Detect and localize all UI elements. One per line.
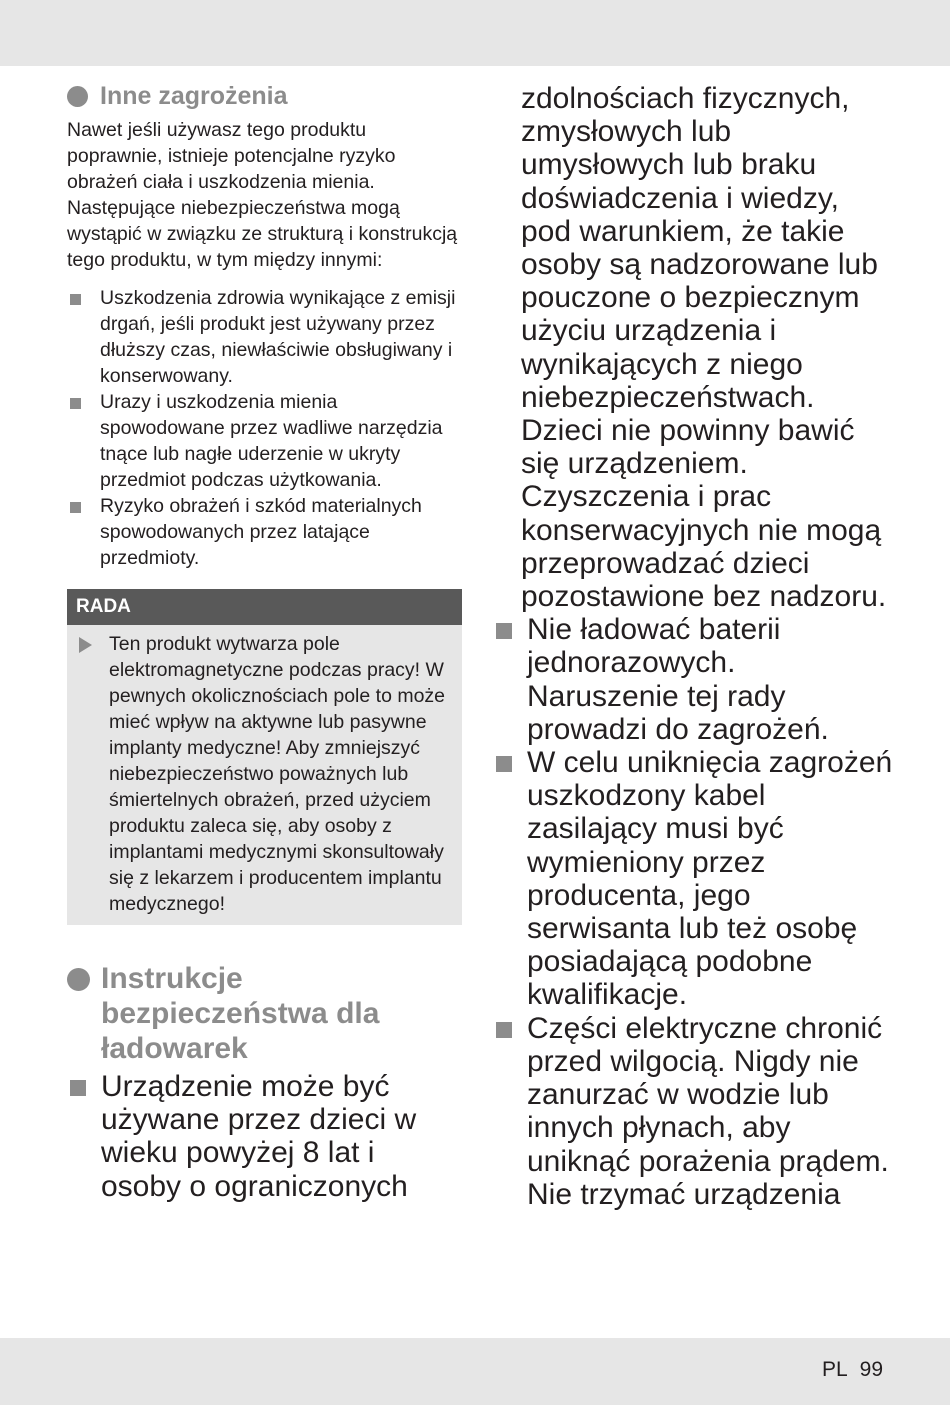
tip-box-body: [67, 625, 462, 925]
list-item: [493, 613, 893, 746]
risk-list: [67, 285, 462, 571]
list-item-text: Urządzenie może być używane przez dzieci w wieku powyżej 8 lat i osoby o ograniczonych: [101, 1070, 417, 1203]
list-item-text: Uszkodzenia zdrowia wynikające z emisji drgań, jeśli produkt jest używany przez dłuższy czas, niewłaściwie obsługiwany i konserwowany.: [100, 287, 456, 387]
header-band: [0, 0, 950, 66]
charger-safety-list-right: [493, 613, 893, 1211]
left-column: [67, 82, 462, 1203]
square-bullet-icon: [70, 502, 81, 513]
list-item-text: Nie ładować baterii jednorazowych. Naruszenie tej rady prowadzi do zagrożeń.: [527, 613, 829, 746]
square-bullet-icon: [496, 1022, 512, 1038]
list-item: [67, 285, 462, 389]
page-footer: [822, 1358, 883, 1382]
section-title: Inne zagrożenia: [100, 82, 288, 110]
list-item-text: Części elektryczne chronić przed wilgocią. Nigdy nie zanurzać w wodzie lub innych płynach, aby uniknąć porażenia prądem. Nie trzymać urządzenia: [527, 1011, 889, 1211]
tip-box-text: Ten produkt wytwarza pole elektromagnetyczne podczas pracy! W pewnych okolicznościach pole to może mieć wpływ na aktywne lub pasywne implanty medyczne! Aby zmniejszyć niebezpieczeństwo poważnych lub śmiertelnych obrażeń, przed użyciem produktu zaleca się, aby osoby z implantami medycznymi skonsultowały się z lekarzem i producentem implantu medycznego!: [109, 633, 446, 915]
list-item: [67, 1070, 462, 1203]
intro-paragraph: Nawet jeśli używasz tego produktu poprawnie, istnieje potencjalne ryzyko obrażeń ciała i uszkodzenia mienia. Następujące niebezpieczeństwa mogą wystąpić w związku ze strukturą i konstrukcją tego produktu, w tym między innymi:: [67, 119, 458, 271]
page-number: 99: [859, 1358, 883, 1381]
list-item: [493, 746, 893, 1012]
charger-safety-list-left: [67, 1070, 462, 1203]
right-column: [493, 82, 893, 1211]
square-bullet-icon: [70, 294, 81, 305]
section-heading-other-risks: [67, 82, 462, 111]
footer-band: [0, 1338, 950, 1405]
arrow-right-icon: [79, 637, 92, 653]
section-title: Instrukcje bezpieczeństwa dla ładowarek: [101, 962, 380, 1065]
square-bullet-icon: [70, 1080, 86, 1096]
list-item: [67, 493, 462, 571]
bullet-dot-icon: [67, 968, 90, 991]
list-item: [67, 389, 462, 493]
language-code: PL: [821, 1358, 848, 1381]
list-item-text: W celu uniknięcia zagrożeń uszkodzony kabel zasilający musi być wymieniony przez producenta, jego serwisanta lub też osobę posiadającą podobne kwalifikacje.: [527, 746, 893, 1012]
bullet-dot-icon: [67, 86, 88, 107]
square-bullet-icon: [496, 756, 512, 772]
list-item-text: Urazy i uszkodzenia mienia spowodowane przez wadliwe narzędzia tnące lub nagłe uderzenie w ukryty przedmiot podczas użytkowania.: [100, 391, 443, 491]
list-item-text: Ryzyko obrażeń i szkód materialnych spowodowanych przez latające przedmioty.: [100, 495, 422, 569]
list-item-continuation: zdolnościach fizycznych, zmysłowych lub umysłowych lub braku doświadczenia i wiedzy, pod warunkiem, że takie osoby są nadzorowane lub pouczone o bezpiecznym użyciu urządzenia i wynikających z niego niebezpieczeństwach. Dzieci nie powinny bawić się urządzeniem. Czyszczenia i prac konserwacyjnych nie mogą przeprowadzać dzieci pozostawione bez nadzoru.: [521, 82, 887, 614]
square-bullet-icon: [496, 623, 512, 639]
list-item: [493, 1012, 893, 1211]
square-bullet-icon: [70, 398, 81, 409]
section-heading-charger-safety: [67, 961, 462, 1066]
tip-box: [67, 589, 462, 925]
tip-box-label: RADA: [67, 589, 462, 625]
